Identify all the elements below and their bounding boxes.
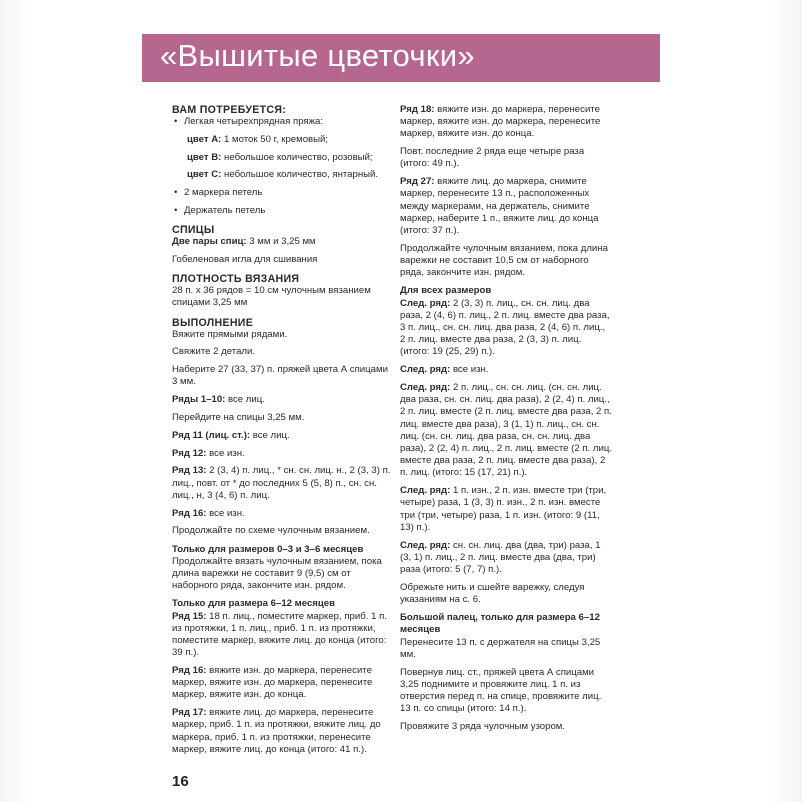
row-text: вяжите изн. до маркера, перенесите маркер, вяжите изн. до маркера, перенесите маркер, вяжите изн. до конца.	[172, 665, 373, 701]
color-b-text: небольшое количество, розовый;	[221, 151, 373, 163]
holder-text: Держатель петель	[184, 204, 266, 216]
paragraph: Продолжайте по схеме чулочным вязанием.	[172, 525, 370, 537]
row-text: 18 п. лиц., поместите маркер, приб. 1 п. из протяжки, 1 п. лиц., приб. 1 п. из протяжки, поместите маркер, вяжите лиц. до конца (итого: 39 п.).	[172, 610, 387, 659]
row-instruction	[172, 394, 392, 406]
color-a-label: цвет A:	[187, 133, 222, 145]
row-text: 1 п. изн., 2 п. изн. вместе три (три, четыре) раза, 1 (3, 3) п. изн., 2 п. изн. вместе три (три, четыре) раза, 1 п. изн. (итого: 9 (11, 13) п.).	[400, 485, 607, 533]
row-label: След. ряд:	[400, 539, 451, 551]
row-text: все изн.	[450, 364, 489, 376]
row-label: Ряды 1–10:	[172, 394, 226, 406]
row-text: 2 п. лиц., сн. сн. лиц. (сн. сн. лиц. два раза, сн. сн. лиц. два раза), 2 (2, 4) п. лиц., 2 п. лиц. вместе (2 п. лиц. вместе два раза, 2 п. лиц. вместе два раза), 3 (1, 1) п. лиц., сн. сн. лиц. (сн. сн. лиц. два раза, сн. сн. лиц. два раза), 2 (2, 4) п. лиц., 2 п. лиц. вместе (2 п. лиц. вместе два раза, 2 п. лиц. вместе два раза), 2 п. лиц. (итого: 15 (17, 21) п.).	[400, 382, 613, 479]
subheading-sizes-0-6: Только для размеров 0–3 и 3–6 месяцев	[172, 543, 364, 555]
row-text: вяжите лиц. до маркера, перенесите маркер, приб. 1 п. из протяжки, вяжите лиц. до маркера, приб. 1 п. из протяжки, перенесите маркер, вяжите лиц. до конца (итого: 41 п.).	[172, 707, 381, 755]
row-text: все лиц.	[250, 429, 290, 441]
row-label: След. ряд:	[400, 485, 451, 497]
paragraph: Продолжайте чулочным вязанием, пока длина варежки не составит 10,5 см от наборного ряда, закончите изн. рядом.	[400, 242, 608, 279]
color-b-label: цвет B:	[187, 151, 222, 163]
row-label: След. ряд:	[400, 364, 451, 376]
page-title: «Вышитые цветочки»	[160, 38, 475, 73]
tapestry-needle: Гобеленовая игла для сшивания	[172, 253, 318, 265]
row-label: Ряд 13:	[172, 465, 207, 477]
row-instruction	[400, 104, 612, 141]
paragraph: Свяжите 2 детали.	[172, 346, 256, 358]
color-c	[172, 169, 392, 181]
row-label: Ряд 12:	[172, 447, 207, 459]
row-instruction	[400, 298, 612, 359]
row-label: Ряд 11 (лиц. ст.):	[172, 429, 251, 441]
gauge-text: 28 п. x 36 рядов = 10 см чулочным вязанием спицами 3,25 мм	[172, 285, 371, 309]
row-instruction	[172, 508, 392, 520]
needles-text: 3 мм и 3,25 мм	[246, 236, 316, 248]
row-instruction	[172, 707, 392, 756]
row-instruction	[400, 176, 612, 237]
heading-materials: ВАМ ПОТРЕБУЕТСЯ:	[172, 104, 287, 116]
paragraph: Наберите 27 (33, 37) п. пряжей цвета А спицами 3 мм.	[172, 364, 388, 388]
list-item	[172, 205, 392, 217]
needles-label: Две пары спиц:	[172, 236, 247, 248]
paragraph: Обрежьте нить и сшейте варежку, следуя указаниям на с. 6.	[400, 581, 585, 606]
row-text: сн. сн. лиц. два (два, три) раза, 1 (3, 1) п. лиц., 2 п. лиц. вместе два (два, три) раза (итого: 5 (7, 7) п.).	[400, 539, 601, 576]
subheading-size-6-12: Только для размера 6–12 месяцев	[172, 598, 336, 610]
paragraph: Провяжите 3 ряда чулочным узором.	[400, 721, 566, 733]
color-a	[172, 134, 392, 146]
row-label: Ряд 15:	[172, 610, 207, 622]
subheading-thumb: Большой палец, только для размера 6–12 месяцев	[400, 612, 600, 636]
row-text: 2 (3, 4) п. лиц., * сн. сн. лиц. н., 2 (3, 3) п. лиц., повт. от * до последних 5 (5, 8) п., сн. сн. лиц., н, 3 (4, 6) п. лиц.	[172, 465, 391, 501]
color-b	[172, 152, 392, 164]
row-label: След. ряд:	[400, 382, 451, 394]
paragraph: Вяжите прямыми рядами.	[172, 328, 288, 340]
row-label: Ряд 16:	[172, 507, 207, 519]
yarn-text: Легкая четырехпрядная пряжа:	[184, 116, 324, 127]
page-number: 16	[172, 773, 189, 790]
right-column	[400, 104, 612, 739]
row-label: Ряд 18:	[400, 104, 435, 115]
row-instruction	[400, 364, 612, 376]
paragraph: Перенесите 13 п. с держателя на спицы 3,25 мм.	[400, 636, 601, 660]
heading-work: ВЫПОЛНЕНИЕ	[172, 316, 254, 329]
paragraph: Перейдите на спицы 3,25 мм.	[172, 411, 305, 423]
row-instruction	[400, 485, 612, 534]
color-a-text: 1 моток 50 г, кремовый;	[221, 133, 329, 145]
bullet-icon: •	[174, 116, 178, 127]
bullet-icon: •	[174, 204, 178, 216]
row-instruction	[172, 665, 392, 702]
row-text: все изн.	[206, 447, 245, 459]
heading-gauge: ПЛОТНОСТЬ ВЯЗАНИЯ	[172, 273, 300, 286]
row-instruction	[400, 382, 612, 480]
row-label: Ряд 17:	[172, 707, 207, 719]
color-c-label: цвет C:	[187, 169, 222, 181]
row-instruction	[172, 465, 392, 502]
heading-needles: СПИЦЫ	[172, 224, 215, 237]
row-text: вяжите изн. до маркера, перенесите маркер, вяжите изн. до маркера, перенесите маркер, вяжите изн. до конца.	[400, 104, 601, 140]
row-instruction	[172, 448, 392, 460]
bullet-icon: •	[174, 187, 178, 199]
needles-line	[172, 236, 392, 248]
markers-text: 2 маркера петель	[184, 187, 263, 199]
list-item	[172, 187, 392, 199]
row-text: 2 (3, 3) п. лиц., сн. сн. лиц. два раза, 2 (4, 6) п. лиц., 2 п. лиц. вместе два раза, 3 п. лиц., сн. сн. лиц. два раза, 2 (4, 6) п. лиц., 2 п. лиц. вместе два раза, 2 (3, 3) п. лиц. (итого: 19 (25, 29) п.).	[400, 297, 610, 358]
row-label: Ряд 27:	[400, 176, 435, 188]
row-instruction	[400, 540, 612, 577]
row-instruction	[172, 611, 392, 660]
paragraph: Повернув лиц. ст., пряжей цвета А спицами 3,25 поднимите и провяжите лиц. 1 п. из отверстия перед п. на спице, провяжите лиц. 13 п. со спицы (итого: 14 п.).	[400, 666, 602, 715]
row-text: вяжите лиц. до маркера, снимите маркер, перенесите 13 п., расположенных между маркерами, на держатель, снимите маркер, наберите 1 п., вяжите лиц. до конца (итого: 37 п.).	[400, 176, 599, 237]
row-text: все лиц.	[225, 394, 265, 406]
list-item	[172, 116, 392, 128]
row-label: Ряд 16:	[172, 665, 207, 676]
row-label: След. ряд:	[400, 297, 451, 309]
left-column	[172, 104, 392, 762]
paragraph: Продолжайте вязать чулочным вязанием, пока длина варежки не составит 9 (9,5) см от наборного ряда, закончите изн. рядом.	[172, 555, 382, 592]
row-text: все изн.	[206, 507, 245, 519]
subheading-all-sizes: Для всех размеров	[400, 285, 492, 297]
paragraph: Повт. последние 2 ряда еще четыре раза (итого: 49 п.).	[400, 146, 585, 170]
row-instruction	[172, 430, 392, 442]
color-c-text: небольшое количество, янтарный.	[221, 169, 379, 181]
